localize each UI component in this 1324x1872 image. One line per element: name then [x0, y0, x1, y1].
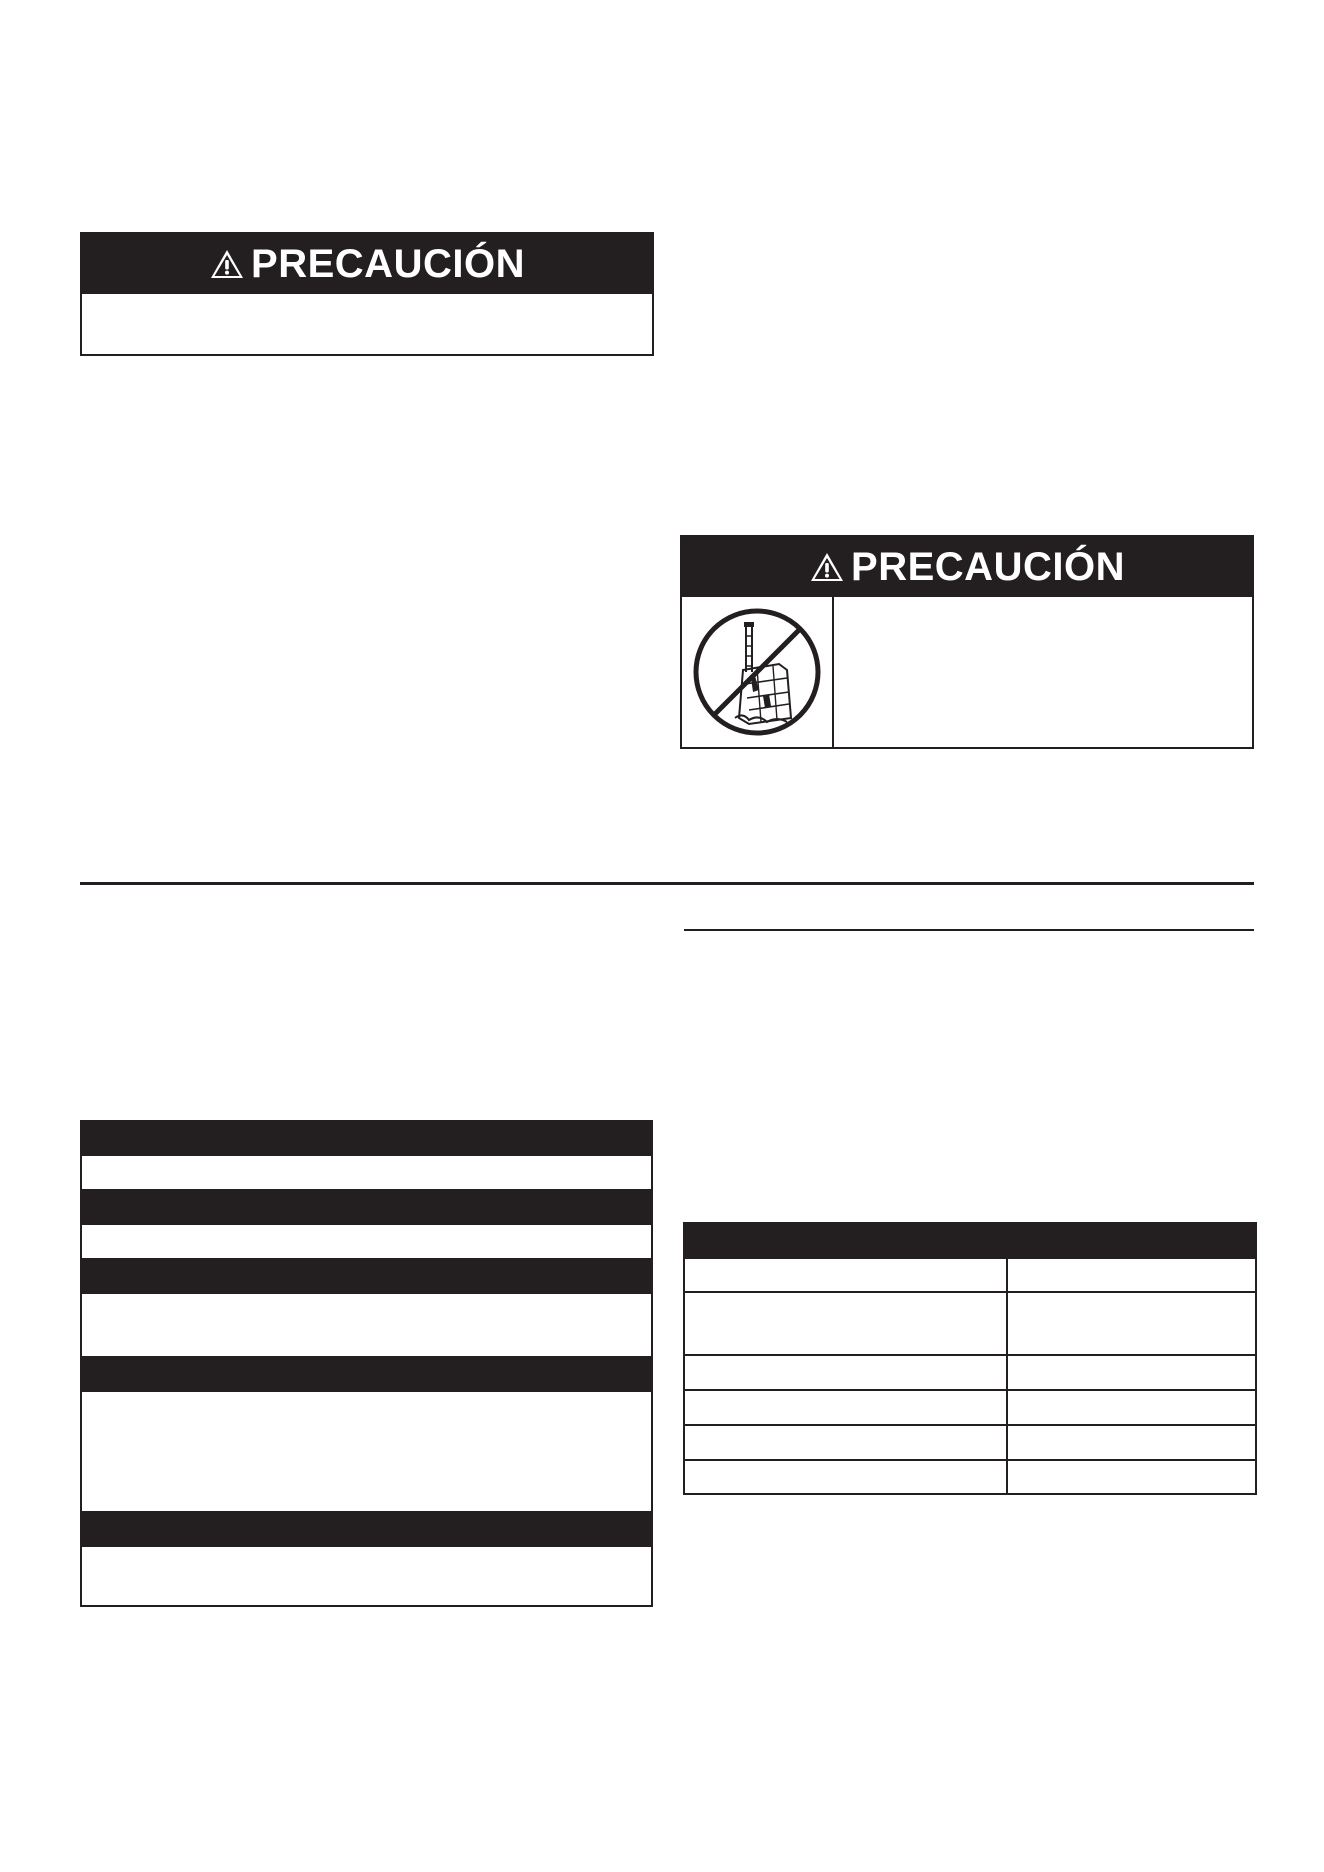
table-row [685, 1424, 1255, 1426]
section-divider [80, 882, 1254, 885]
caution-box-1 [80, 232, 654, 356]
warning-triangle-icon [209, 248, 245, 280]
left-table [80, 1120, 653, 1607]
caution-body-2 [682, 597, 1252, 747]
table-row [82, 1122, 651, 1156]
table-row [82, 1258, 651, 1294]
no-ladder-on-unstable-surface-icon [691, 606, 823, 738]
pictogram-divider [832, 597, 834, 747]
right-column-rule [684, 929, 1254, 931]
right-table [683, 1222, 1257, 1495]
caution-title-2: PRECAUCIÓN [851, 545, 1125, 589]
warning-triangle-icon [809, 551, 845, 583]
table-row [685, 1354, 1255, 1356]
right-table-header [685, 1224, 1255, 1259]
table-row [82, 1356, 651, 1392]
caution-header-2 [682, 537, 1252, 597]
table-row [685, 1459, 1255, 1461]
table-row [82, 1511, 651, 1547]
caution-body-1 [82, 294, 652, 354]
table-row [685, 1389, 1255, 1391]
caution-box-2 [680, 535, 1254, 749]
caution-title-1: PRECAUCIÓN [251, 242, 525, 286]
pictogram-cell [682, 597, 832, 747]
caution-header-1 [82, 234, 652, 294]
table-row [685, 1291, 1255, 1293]
right-table-column-divider [1006, 1259, 1008, 1493]
table-row [82, 1189, 651, 1225]
